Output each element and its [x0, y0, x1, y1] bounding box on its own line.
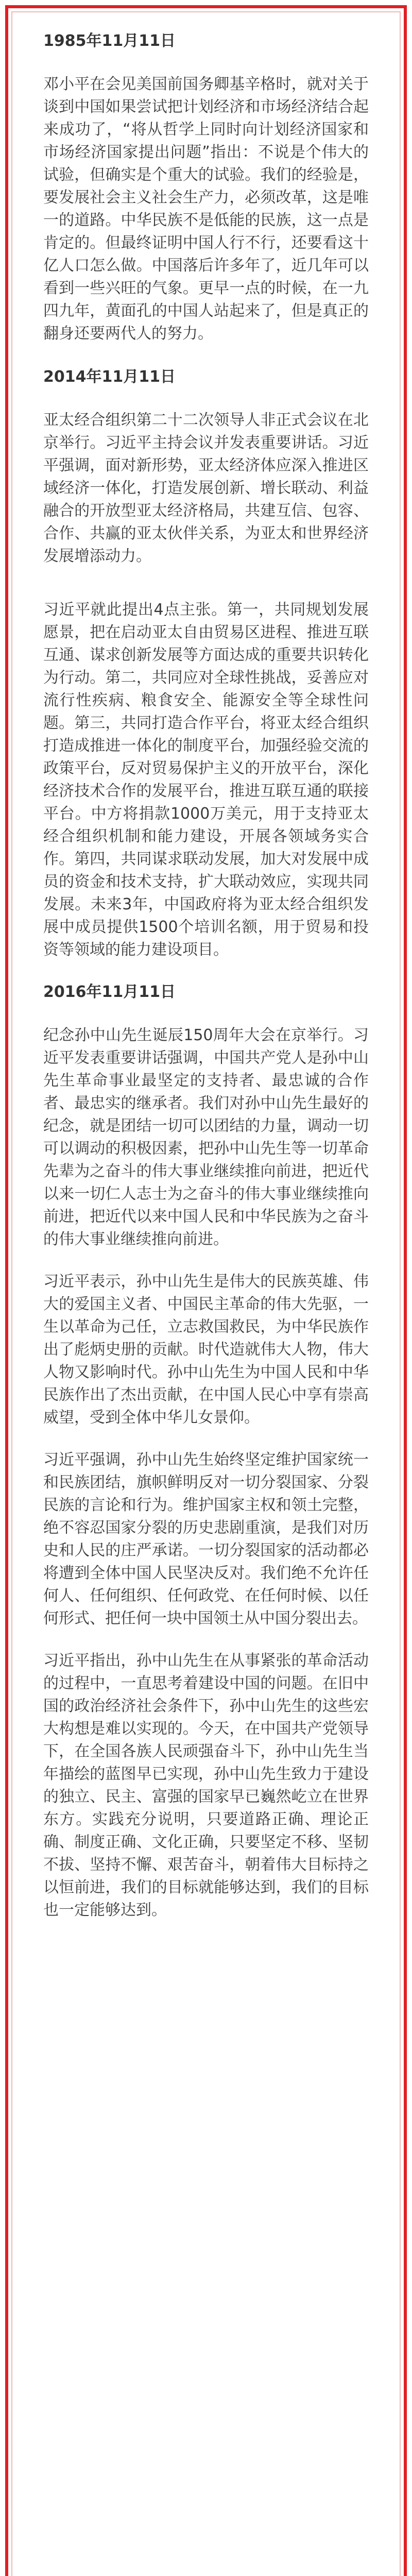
- paragraph-2014-four-proposals: 习近平就此提出4点主张。第一，共同规划发展愿景，把在启动亚太自由贸易区进程、推进互联互通、谋求创新发展等方面达成的重要共识转化为行动。第二，共同应对全球性挑战，妥善应对流行性疾病、粮食安全、能源安全等全球性问题。第三，共同打造合作平台，将亚太经合组织打造成推进一体化的制度平台，加强经验交流的政策平台，反对贸易保护主义的开放平台，深化经济技术合作的发展平台，推进互联互通的联接平台。中方将捐款1000万美元，用于支持亚太经合组织机制和能力建设，开展各领域务实合作。第四，共同谋求联动发展，加大对发展中成员的资金和技术支持，扩大联动效应，实现共同发展。未来3年，中国政府将为亚太经合组织发展中成员提供1500个培训名额，用于贸易和投资等领域的能力建设项目。: [43, 601, 369, 959]
- paragraph-1985: 邓小平在会见美国前国务卿基辛格时，就对关于谈到中国如果尝试把计划经济和市场经济结合起来成功了，“将从哲学上同时向计划经济国家和市场经济国家提出问题”指出：不说是个伟大的试验，但确实是个重大的试验。我们的经验是，要发展社会主义社会生产力，必须改革，这是唯一的道路。中华民族不是低能的民族，这一点是肯定的。但最终证明中国人行不行，还要看这十亿人口怎么做。中国落后许多年了，近几年可以看到一些兴旺的气象。更早一点的时候，在一九四九年，黄面孔的中国人站起来了，但是真正的翻身还要两代人的努力。: [43, 75, 369, 343]
- paragraph-2016-national-unity: 习近平强调，孙中山先生始终坚定维护国家统一和民族团结，旗帜鲜明反对一切分裂国家、分裂民族的言论和行为。维护国家主权和领土完整，绝不容忍国家分裂的历史悲剧重演，是我们对历史和人民的庄严承诺。一切分裂国家的活动都必将遭到全体中国人民坚决反对。我们绝不允许任何人、任何组织、任何政党、在任何时候、以任何形式、把任何一块中国领土从中国分裂出去。: [43, 1451, 369, 1628]
- article-body: [43, 30, 369, 1922]
- paragraph-2016-commemoration: 纪念孙中山先生诞辰150周年大会在京举行。习近平发表重要讲话强调，中国共产党人是孙中山先生革命事业最坚定的支持者、最忠诚的合作者、最忠实的继承者。我们对孙中山先生最好的纪念，就是团结一切可以团结的力量，调动一切可以调动的积极因素，把孙中山先生等一切革命先辈为之奋斗的伟大事业继续推向前进，把近代以来一切仁人志士为之奋斗的伟大事业继续推向前进，把近代以来中国人民和中华民族为之奋斗的伟大事业继续推向前进。: [43, 1026, 369, 1248]
- section-date-1985: 1985年11月11日: [43, 32, 176, 50]
- section-date-2016: 2016年11月11日: [43, 983, 176, 1001]
- paragraph-2016-building-china: 习近平指出，孙中山先生在从事紧张的革命活动的过程中，一直思考着建设中国的问题。在旧中国的政治经济社会条件下，孙中山先生的这些宏大构想是难以实现的。今天，在中国共产党领导下，在全国各族人民顽强奋斗下，孙中山先生当年描绘的蓝图早已实现，孙中山先生致力于建设的独立、民主、富强的国家早已巍然屹立在世界东方。实践充分说明，只要道路正确、理论正确、制度正确、文化正确，只要坚定不移、坚韧不拔、坚持不懈、艰苦奋斗，朝着伟大目标持之以恒前进，我们的目标就能够达到，我们的目标也一定能够达到。: [43, 1652, 369, 1919]
- section-date-2014: 2014年11月11日: [43, 368, 176, 386]
- paragraph-2014-apec-meeting: 亚太经合组织第二十二次领导人非正式会议在北京举行。习近平主持会议并发表重要讲话。习近平强调，面对新形势，亚太经济体应深入推进区域经济一体化，打造发展创新、增长联动、利益融合的开放型亚太经济格局，共建互信、包容、合作、共赢的亚太伙伴关系，为亚太和世界经济发展增添动力。: [43, 411, 369, 565]
- paragraph-2016-national-hero: 习近平表示，孙中山先生是伟大的民族英雄、伟大的爱国主义者、中国民主革命的伟大先驱，一生以革命为己任，立志救国救民，为中华民族作出了彪炳史册的贡献。时代造就伟大人物，伟大人物又影响时代。孙中山先生为中国人民和中华民族作出了杰出贡献，在中国人民心中享有崇高威望，受到全体中华儿女景仰。: [43, 1273, 369, 1427]
